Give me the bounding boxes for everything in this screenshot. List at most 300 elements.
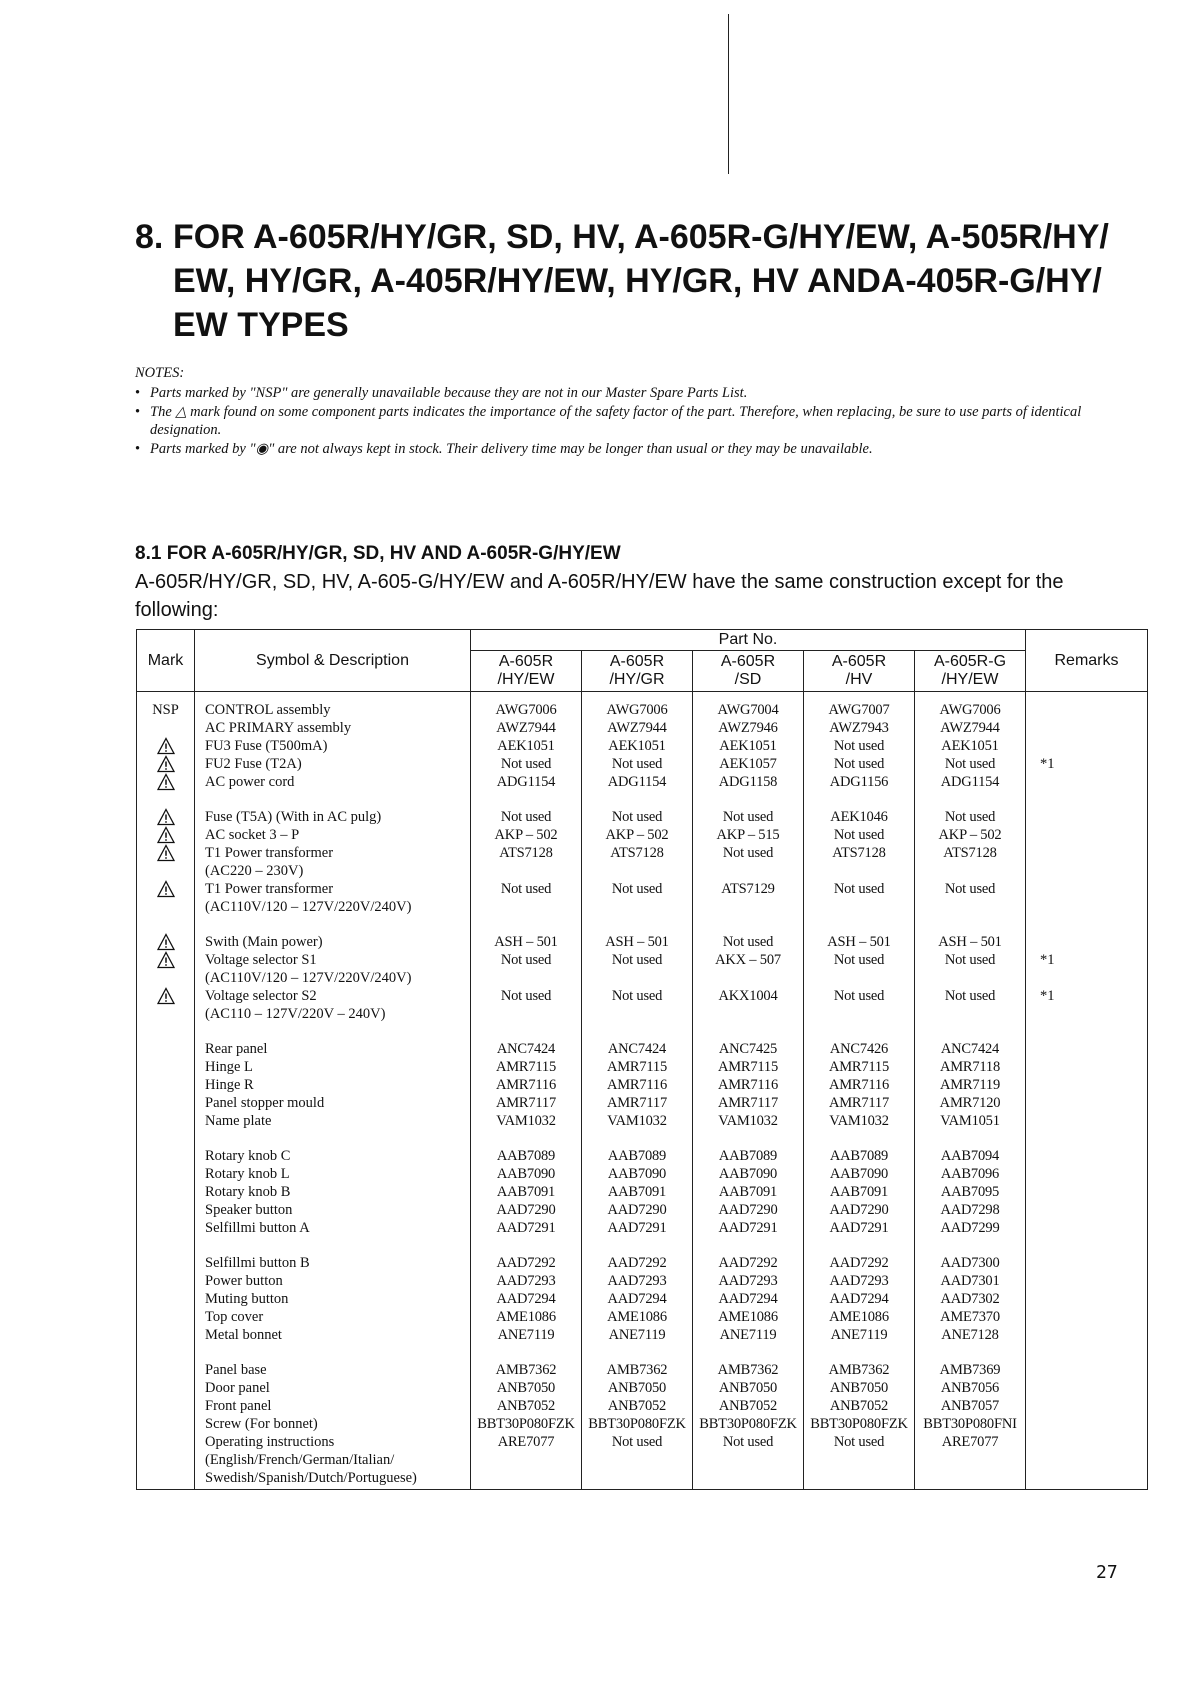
part-number-cell <box>582 1254 693 1344</box>
part-number <box>582 1005 692 1023</box>
mark-text <box>137 1094 194 1112</box>
header-model-line: /SD <box>734 671 762 688</box>
part-number-cell <box>915 1147 1026 1237</box>
part-number: ADG1158 <box>718 774 778 790</box>
description-line: Muting button <box>205 1291 289 1307</box>
group-spacer <box>137 916 1148 933</box>
part-number: Not used <box>500 988 552 1004</box>
remark <box>1040 1040 1147 1058</box>
spacer-cell <box>582 1130 693 1147</box>
parts-group-row <box>137 1147 1148 1237</box>
header-model <box>693 651 804 692</box>
part-number: AKP – 502 <box>494 827 558 843</box>
part-number-cell <box>582 808 693 916</box>
spacer-cell <box>1026 791 1148 808</box>
spacer-cell <box>471 916 582 933</box>
header-model <box>471 651 582 692</box>
part-number <box>471 1005 581 1023</box>
part-number: ASH – 501 <box>827 934 891 950</box>
description-line: AC power cord <box>205 774 295 790</box>
remark <box>1040 969 1147 987</box>
part-number: AMR7115 <box>717 1059 779 1075</box>
header-mark: Mark <box>137 630 195 692</box>
part-number: Not used <box>833 827 885 843</box>
part-number: ATS7129 <box>721 881 775 897</box>
part-number-cell <box>804 692 915 792</box>
description-cell <box>195 1361 471 1490</box>
part-number: Not used <box>944 952 996 968</box>
part-number <box>804 862 914 880</box>
description-line: Top cover <box>205 1309 264 1325</box>
part-number: AAD7292 <box>607 1255 667 1271</box>
part-number: AAB7096 <box>940 1166 1000 1182</box>
part-number: AAD7290 <box>496 1202 556 1218</box>
spacer-cell <box>137 1237 195 1254</box>
mark-cell <box>137 1361 195 1490</box>
warning-icon <box>157 933 175 951</box>
group-spacer <box>137 1023 1148 1040</box>
mark-text <box>137 1058 194 1076</box>
header-remarks: Remarks <box>1026 630 1148 692</box>
spacer-cell <box>582 916 693 933</box>
part-number: BBT30P080FNI <box>923 1416 1017 1432</box>
part-number: AMR7115 <box>606 1059 668 1075</box>
part-number: AWG7006 <box>606 702 668 718</box>
part-number-cell <box>471 808 582 916</box>
group-spacer <box>137 1130 1148 1147</box>
description-line: Selfillmi button A <box>205 1220 310 1236</box>
note-item: • Parts marked by "NSP" are generally unavailable because they are not in our Master Spare Parts List. <box>135 384 1145 402</box>
description-line: Hinge R <box>205 1077 254 1093</box>
remark <box>1040 1147 1147 1165</box>
mark-text <box>137 1415 194 1433</box>
spacer-cell <box>915 1344 1026 1361</box>
part-number <box>804 1005 914 1023</box>
mark-text <box>137 1326 194 1344</box>
description-line: (English/French/German/Italian/ <box>205 1452 395 1468</box>
part-number: BBT30P080FZK <box>810 1416 908 1432</box>
remark <box>1040 737 1147 755</box>
part-number-cell <box>915 808 1026 916</box>
description-line: CONTROL assembly <box>205 702 331 718</box>
part-number: AAD7291 <box>607 1220 667 1236</box>
warning-icon <box>157 826 175 844</box>
part-number: AAD7293 <box>829 1273 889 1289</box>
spacer-cell <box>915 1130 1026 1147</box>
title-line: EW TYPES <box>173 306 349 344</box>
spacer-cell <box>693 1023 804 1040</box>
part-number: ANC7424 <box>496 1041 556 1057</box>
remark <box>1040 1361 1147 1379</box>
part-number-cell <box>693 1361 804 1490</box>
spacer-cell <box>137 1130 195 1147</box>
spacer-cell <box>195 1344 471 1361</box>
header-model-line: /HV <box>845 671 873 688</box>
description-line: Metal bonnet <box>205 1327 282 1343</box>
parts-group-row <box>137 1040 1148 1130</box>
part-number <box>804 969 914 987</box>
part-number: AMB7362 <box>717 1362 779 1378</box>
description-cell <box>195 1254 471 1344</box>
spacer-cell <box>1026 916 1148 933</box>
part-number: AWG7004 <box>717 702 779 718</box>
part-number <box>471 1469 581 1487</box>
part-number <box>915 1005 1025 1023</box>
part-number-cell <box>693 1040 804 1130</box>
part-number: Not used <box>722 1434 774 1450</box>
part-number <box>471 862 581 880</box>
part-number <box>915 1469 1025 1487</box>
part-number: AAB7090 <box>829 1166 889 1182</box>
remark <box>1040 826 1147 844</box>
part-number: AWG7007 <box>828 702 890 718</box>
description-line: (AC110V/120 – 127V/220V/240V) <box>205 899 412 915</box>
part-number-cell <box>582 1147 693 1237</box>
remark <box>1040 1433 1147 1451</box>
mark-text <box>137 1040 194 1058</box>
description-line: Swith (Main power) <box>205 934 323 950</box>
part-number: AME1086 <box>496 1309 556 1325</box>
part-number: AME1086 <box>607 1309 667 1325</box>
remark <box>1040 1005 1147 1023</box>
part-number: AAB7089 <box>607 1148 667 1164</box>
part-number <box>804 1451 914 1469</box>
spacer-cell <box>471 1344 582 1361</box>
spacer-cell <box>804 791 915 808</box>
part-number: AAD7300 <box>940 1255 1000 1271</box>
warning-icon <box>157 951 175 969</box>
description-line: Speaker button <box>205 1202 293 1218</box>
part-number-cell <box>471 1147 582 1237</box>
notes-list <box>135 384 1145 458</box>
mark-cell <box>137 808 195 916</box>
section-title: 8.1 FOR A-605R/HY/GR, SD, HV AND A-605R-G/HY/EW <box>135 543 621 564</box>
spacer-cell <box>693 1344 804 1361</box>
spacer-cell <box>1026 1237 1148 1254</box>
part-number: AMR7116 <box>495 1077 557 1093</box>
remark <box>1040 1201 1147 1219</box>
description-line: (AC110V/120 – 127V/220V/240V) <box>205 970 412 986</box>
mark-cell <box>137 1147 195 1237</box>
mark-text <box>137 969 194 987</box>
part-number: ANB7056 <box>940 1380 1000 1396</box>
header-model-line: A-605R <box>831 653 887 670</box>
spacer-cell <box>804 1130 915 1147</box>
description-line: Selfillmi button B <box>205 1255 310 1271</box>
part-number <box>804 1469 914 1487</box>
part-number: ANB7050 <box>829 1380 889 1396</box>
part-number: ANB7052 <box>496 1398 556 1414</box>
part-number: AME7370 <box>940 1309 1000 1325</box>
remark <box>1040 1254 1147 1272</box>
part-number: AWZ7943 <box>829 720 889 736</box>
part-number: AME1086 <box>718 1309 778 1325</box>
part-number-cell <box>471 1361 582 1490</box>
remark <box>1040 1469 1147 1487</box>
part-number <box>915 862 1025 880</box>
part-number: Not used <box>944 881 996 897</box>
warning-icon <box>157 808 175 826</box>
description-line: Panel base <box>205 1362 267 1378</box>
part-number: VAM1032 <box>496 1113 556 1129</box>
remark: *1 <box>1040 756 1055 772</box>
mark-text <box>137 1076 194 1094</box>
mark-text <box>137 1433 194 1451</box>
spacer-cell <box>137 916 195 933</box>
part-number: AMB7369 <box>939 1362 1001 1378</box>
parts-group-row <box>137 1254 1148 1344</box>
part-number: AWG7006 <box>939 702 1001 718</box>
part-number: Not used <box>944 988 996 1004</box>
description-cell <box>195 933 471 1023</box>
part-number-cell <box>804 1361 915 1490</box>
description-line: AC socket 3 – P <box>205 827 300 843</box>
description-line: Name plate <box>205 1113 272 1129</box>
part-number: Not used <box>944 756 996 772</box>
part-number: AME1086 <box>829 1309 889 1325</box>
spacer-cell <box>1026 1130 1148 1147</box>
spacer-cell <box>693 916 804 933</box>
part-number: ANE7119 <box>497 1327 555 1343</box>
mark-text <box>137 1361 194 1379</box>
part-number: Not used <box>722 809 774 825</box>
part-number-cell <box>693 808 804 916</box>
spacer-cell <box>195 1237 471 1254</box>
spacer-cell <box>471 1023 582 1040</box>
mark-text <box>137 1254 194 1272</box>
part-number: AAB7090 <box>607 1166 667 1182</box>
part-number: BBT30P080FZK <box>477 1416 575 1432</box>
part-number: AAD7290 <box>829 1202 889 1218</box>
header-part-no: Part No. <box>471 630 1026 651</box>
part-number: AMR7115 <box>495 1059 557 1075</box>
spacer-cell <box>195 791 471 808</box>
part-number <box>804 898 914 916</box>
remark <box>1040 898 1147 916</box>
part-number: AAD7291 <box>829 1220 889 1236</box>
part-number: AMR7118 <box>939 1059 1001 1075</box>
part-number: AKX1004 <box>718 988 778 1004</box>
part-number: VAM1032 <box>607 1113 667 1129</box>
part-number-cell <box>471 933 582 1023</box>
part-number: ARE7077 <box>497 1434 555 1450</box>
spacer-cell <box>693 791 804 808</box>
part-number-cell <box>804 808 915 916</box>
spacer-cell <box>804 1344 915 1361</box>
remarks-cell <box>1026 1147 1148 1237</box>
description-line: T1 Power transformer <box>205 881 334 897</box>
mark-cell <box>137 933 195 1023</box>
warning-icon <box>157 737 175 755</box>
part-number: AAD7291 <box>496 1220 556 1236</box>
parts-table <box>136 629 1148 1490</box>
part-number: ATS7128 <box>943 845 997 861</box>
notes-heading: NOTES: <box>135 365 185 381</box>
part-number: ASH – 501 <box>605 934 669 950</box>
part-number: AAB7090 <box>496 1166 556 1182</box>
part-number: Not used <box>833 988 885 1004</box>
part-number: AEK1051 <box>941 738 999 754</box>
part-number: BBT30P080FZK <box>699 1416 797 1432</box>
part-number: Not used <box>611 809 663 825</box>
part-number: ANB7057 <box>940 1398 1000 1414</box>
header-model-line: A-605R <box>498 653 554 670</box>
remark <box>1040 1219 1147 1237</box>
part-number <box>582 898 692 916</box>
part-number: AAB7091 <box>829 1184 889 1200</box>
description-line: Power button <box>205 1273 283 1289</box>
header-model-line: A-605R <box>720 653 776 670</box>
part-number: BBT30P080FZK <box>588 1416 686 1432</box>
description-cell <box>195 808 471 916</box>
remarks-cell <box>1026 933 1148 1023</box>
parts-group-row <box>137 933 1148 1023</box>
description-line: Voltage selector S1 <box>205 952 317 968</box>
part-number: AMR7115 <box>828 1059 890 1075</box>
description-line: Rotary knob L <box>205 1166 290 1182</box>
part-number-cell <box>804 1147 915 1237</box>
description-line: Door panel <box>205 1380 270 1396</box>
remark <box>1040 1112 1147 1130</box>
table-body <box>137 692 1148 1490</box>
remark: *1 <box>1040 952 1055 968</box>
part-number <box>915 1451 1025 1469</box>
remark <box>1040 1165 1147 1183</box>
part-number: Not used <box>500 756 552 772</box>
part-number: ATS7128 <box>832 845 886 861</box>
spacer-cell <box>471 1130 582 1147</box>
part-number: AWZ7944 <box>607 720 667 736</box>
section-intro: A-605R/HY/GR, SD, HV, A-605-G/HY/EW and A-605R/HY/EW have the same construction except for the following: <box>135 571 1064 621</box>
part-number: AAD7292 <box>496 1255 556 1271</box>
mark-text <box>137 1165 194 1183</box>
part-number: AAD7292 <box>718 1255 778 1271</box>
part-number: ASH – 501 <box>494 934 558 950</box>
description-line: T1 Power transformer <box>205 845 334 861</box>
part-number: ADG1154 <box>496 774 556 790</box>
part-number: AAB7094 <box>940 1148 1000 1164</box>
part-number <box>582 969 692 987</box>
warning-icon <box>157 880 175 898</box>
part-number: AWG7006 <box>495 702 557 718</box>
part-number: ATS7128 <box>499 845 553 861</box>
note-item: • Parts marked by "◉" are not always kept in stock. Their delivery time may be longer than usual or they may be unavailable. <box>135 440 1145 458</box>
notes-block <box>135 364 1145 459</box>
part-number-cell <box>582 933 693 1023</box>
remark <box>1040 1094 1147 1112</box>
part-number: AAB7095 <box>940 1184 1000 1200</box>
part-number: ANE7128 <box>941 1327 999 1343</box>
margin-rule <box>728 14 729 174</box>
part-number: Not used <box>611 988 663 1004</box>
part-number: AKP – 502 <box>938 827 1002 843</box>
part-number: VAM1032 <box>829 1113 889 1129</box>
part-number: AEK1051 <box>497 738 555 754</box>
part-number <box>915 898 1025 916</box>
part-number: Not used <box>833 881 885 897</box>
part-number: Not used <box>611 756 663 772</box>
mark-text <box>137 1147 194 1165</box>
remark <box>1040 1451 1147 1469</box>
part-number: AMR7119 <box>939 1077 1001 1093</box>
spacer-cell <box>804 1023 915 1040</box>
part-number: ANC7425 <box>718 1041 778 1057</box>
description-line: FU2 Fuse (T2A) <box>205 756 302 772</box>
header-model-line: /HY/EW <box>941 671 999 688</box>
part-number-cell <box>582 692 693 792</box>
part-number <box>693 862 803 880</box>
part-number: ANB7050 <box>607 1380 667 1396</box>
part-number: AAD7293 <box>718 1273 778 1289</box>
part-number: Not used <box>611 952 663 968</box>
parts-group-row <box>137 808 1148 916</box>
warning-icon <box>157 844 175 862</box>
remark <box>1040 1326 1147 1344</box>
part-number: Not used <box>611 881 663 897</box>
part-number: AWZ7946 <box>718 720 778 736</box>
mark-text <box>137 1272 194 1290</box>
part-number-cell <box>693 692 804 792</box>
part-number-cell <box>582 1361 693 1490</box>
remark <box>1040 862 1147 880</box>
remark <box>1040 844 1147 862</box>
spacer-cell <box>471 1237 582 1254</box>
part-number <box>471 969 581 987</box>
spacer-cell <box>1026 1023 1148 1040</box>
part-number: AAB7089 <box>496 1148 556 1164</box>
part-number <box>693 898 803 916</box>
part-number: AEK1051 <box>719 738 777 754</box>
part-number: ANB7052 <box>718 1398 778 1414</box>
remark <box>1040 1290 1147 1308</box>
part-number <box>693 969 803 987</box>
part-number: AAD7292 <box>829 1255 889 1271</box>
description-line: Hinge L <box>205 1059 253 1075</box>
part-number: ANB7050 <box>496 1380 556 1396</box>
warning-icon <box>157 755 175 773</box>
part-number-cell <box>804 933 915 1023</box>
part-number: Not used <box>833 952 885 968</box>
part-number <box>582 1451 692 1469</box>
mark-text <box>137 1290 194 1308</box>
spacer-cell <box>582 791 693 808</box>
part-number: AMR7116 <box>828 1077 890 1093</box>
spacer-cell <box>582 1344 693 1361</box>
spacer-cell <box>915 1023 1026 1040</box>
spacer-cell <box>582 1023 693 1040</box>
remark <box>1040 773 1147 791</box>
part-number: AAD7291 <box>718 1220 778 1236</box>
warning-icon <box>157 987 175 1005</box>
remarks-cell <box>1026 1254 1148 1344</box>
mark-text <box>137 1183 194 1201</box>
remark <box>1040 1379 1147 1397</box>
description-line: Operating instructions <box>205 1434 335 1450</box>
remarks-cell <box>1026 692 1148 792</box>
group-spacer <box>137 791 1148 808</box>
part-number: ANB7052 <box>829 1398 889 1414</box>
part-number: AAD7302 <box>940 1291 1000 1307</box>
part-number-cell <box>915 1040 1026 1130</box>
mark-text <box>137 1308 194 1326</box>
part-number: AMR7117 <box>495 1095 557 1111</box>
description-line: (AC110 – 127V/220V – 240V) <box>205 1006 386 1022</box>
spacer-cell <box>915 916 1026 933</box>
part-number: AAB7091 <box>496 1184 556 1200</box>
mark-text <box>137 1219 194 1237</box>
spacer-cell <box>137 791 195 808</box>
part-number: AEK1057 <box>719 756 777 772</box>
